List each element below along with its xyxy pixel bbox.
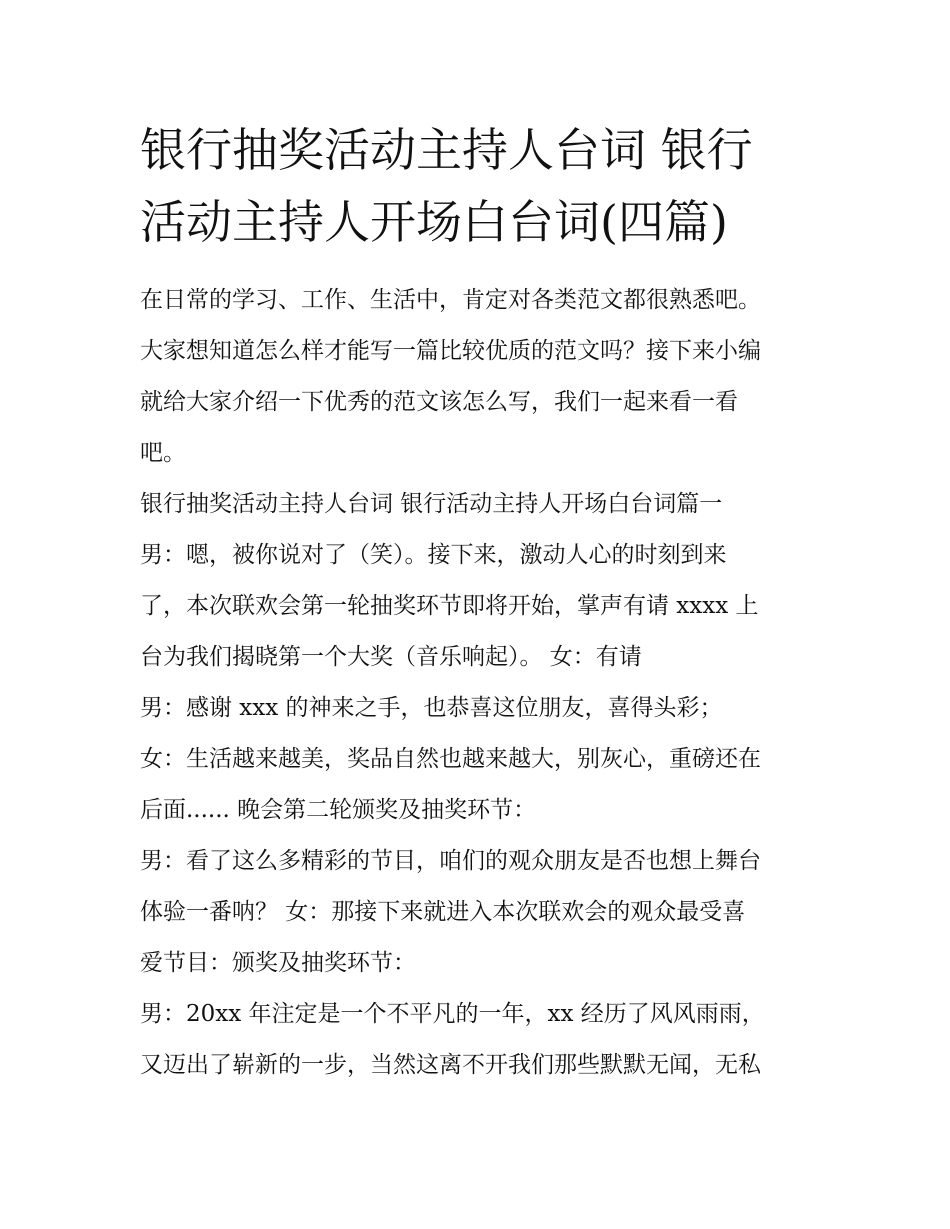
body-line: 男：20xx 年注定是一个不平凡的一年，xx 经历了风风雨雨， <box>140 1001 765 1027</box>
body-line: 体验一番呐？ 女：那接下来就进入本次联欢会的观众最受喜 <box>140 899 746 925</box>
document-body <box>140 275 830 1091</box>
body-line: 吧。 <box>140 440 186 466</box>
body-line: 又迈出了崭新的一步，当然这离不开我们那些默默无闻，无私 <box>140 1052 761 1078</box>
body-line: 在日常的学习、工作、生活中，肯定对各类范文都很熟悉吧。 <box>140 287 761 313</box>
body-line: 男：嗯，被你说对了（笑）。接下来，激动人心的时刻到来 <box>140 542 727 568</box>
body-line: 爱节目：颁奖及抽奖环节： <box>140 950 416 976</box>
body-line: 就给大家介绍一下优秀的范文该怎么写，我们一起来看一看 <box>140 389 738 415</box>
body-line: 女：生活越来越美，奖品自然也越来越大，别灰心，重磅还在 <box>140 746 761 772</box>
title-line-2: 活动主持人开场白台词(四篇) <box>140 195 728 249</box>
body-line: 了，本次联欢会第一轮抽奖环节即将开始，掌声有请 xxxx 上 <box>140 593 759 619</box>
body-line: 大家想知道怎么样才能写一篇比较优质的范文吗？接下来小编 <box>140 338 761 364</box>
body-line: 后面...... 晚会第二轮颁奖及抽奖环节： <box>140 797 537 823</box>
body-line: 台为我们揭晓第一个大奖（音乐响起）。 女：有请 <box>140 644 642 670</box>
section-heading: 银行抽奖活动主持人台词 银行活动主持人开场白台词篇一 <box>140 491 723 517</box>
body-line: 男：看了这么多精彩的节目，咱们的观众朋友是否也想上舞台 <box>140 848 761 874</box>
document-title <box>140 114 830 258</box>
title-line-1: 银行抽奖活动主持人台词 银行 <box>140 123 753 177</box>
body-line: 男：感谢 xxx 的神来之手，也恭喜这位朋友，喜得头彩； <box>140 695 723 721</box>
